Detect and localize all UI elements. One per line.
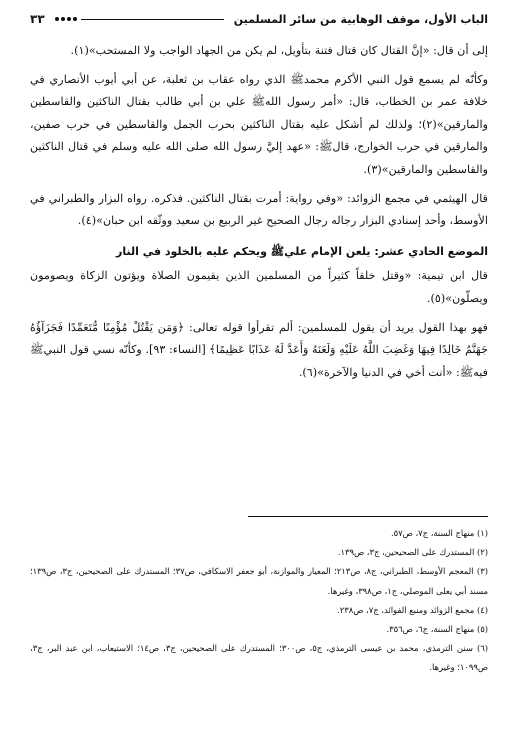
chapter-title: الباب الأول، موقف الوهابية من سائر المسلمين [233,12,488,26]
footnote: (٤) مجمع الزوائد ومنبع الفوائد، ج٧، ص٢٣٨. [337,604,488,615]
ornament-dot [55,17,59,21]
section-heading: الموضع الحادي عشر: يلعن الإمام عليﷺ ويحكم عليه بالخلود في النار [116,244,488,258]
ornament-dot [61,17,65,21]
paragraph: قال ابن تيمية: «وقتل خلقاً كثيراً من المسلمين الذين يقيمون الصلاة ويؤتون الزكاة ويصومون ويصلّون»(٥). [30,269,488,305]
paragraph: فهو بهذا القول يريد أن يقول للمسلمين: ألم تقرأوا قوله تعالى: ﴿وَمَن يَقْتُلْ مُؤْمِنًا مُّتَعَمِّدًا فَجَزَآؤُهُ جَهَنَّمُ خَالِدًا فِيهَا وَغَضِبَ اللَّهُ عَلَيْهِ وَلَعَنَهُ وَأَعَدَّ لَهُ عَذَابًا عَظِيمًا﴾ [النساء: ٩٣]. وكأنّه نسي قول النبيﷺ فيهﷺ: «أنت أخي في الدنيا والآخرة»(٦). [30,320,489,379]
footnote: (٥) منهاج السنة، ج٦، ص٣٥٦. [386,624,488,635]
footnote-separator [248,516,488,517]
ornament-dot [73,17,77,21]
footnote: (٢) المستدرك على الصحيحين، ج٣، ص١٣٩. [337,547,488,558]
footnote: (١) منهاج السنة، ج٧، ص٥٧. [390,528,488,538]
footnote: (٣) المعجم الأوسط، الطبراني، ج٨، ص٢١٣؛ المعيار والموازنة، أبو جعفر الاسكافي، ص٣٧؛ المستدرك على الصحيحين، ج٣، ص١٣٩؛ مسند أبي يعلى الموصلي، ج١، ص٣٩٨، وغيرها. [30,566,488,596]
header-ornament-dots [55,17,77,21]
footnote: (٦) سنن الترمذي، محمد بن عيسى الترمذي، ج٥، ص٣٠٠؛ المستدرك على الصحيحين، ج٣، ص١٤؛ الاستيعاب، ابن عبد البر، ج٣، ص١٠٩٩؛ وغيرها. [30,643,489,673]
page-number: ٣٣ [30,12,45,26]
page-header [30,8,488,30]
ornament-dot [67,17,71,21]
footnotes [30,524,488,678]
paragraph: وكأنّه لم يسمع قول النبي الأكرم محمدﷺ الذي رواه عقاب بن ثعلبة، عن أبي أيوب الأنصاري في خلافة عمر بن الخطاب، قال: «أمر رسول اللهﷺ علي بن أبي طالب بقتال الناكثين والقاسطين والمارقين»(٢)؛ ولذلك لم أشكل عليه بقتال الناكثين بحرب الجمل والقاسطين في حرب صفين، والمارقين في حرب الخوارج، قالﷺ: «عهد إليَّ رسول الله صلى الله عليه وسلم في قتال الناكثين والقاسطين والمارقين»(٣). [30,72,488,176]
main-text [30,40,488,390]
header-rule [81,19,224,20]
paragraph: قال الهيثمي في مجمع الزوائد: «وفي رواية: أمرت بقتال الناكثين. فذكره. رواه البزار والطبراني في الأوسط، وأحد إسنادي البزار رجاله رجال الصحيح غير الربيع بن سعيد ووثّقه ابن حبان»(٤). [30,191,488,228]
paragraph: إلى أن قال: «إنَّ القتال كان قتال فتنة بتأويل، لم يكن من الجهاد الواجب ولا المستحب»(١). [70,44,488,57]
